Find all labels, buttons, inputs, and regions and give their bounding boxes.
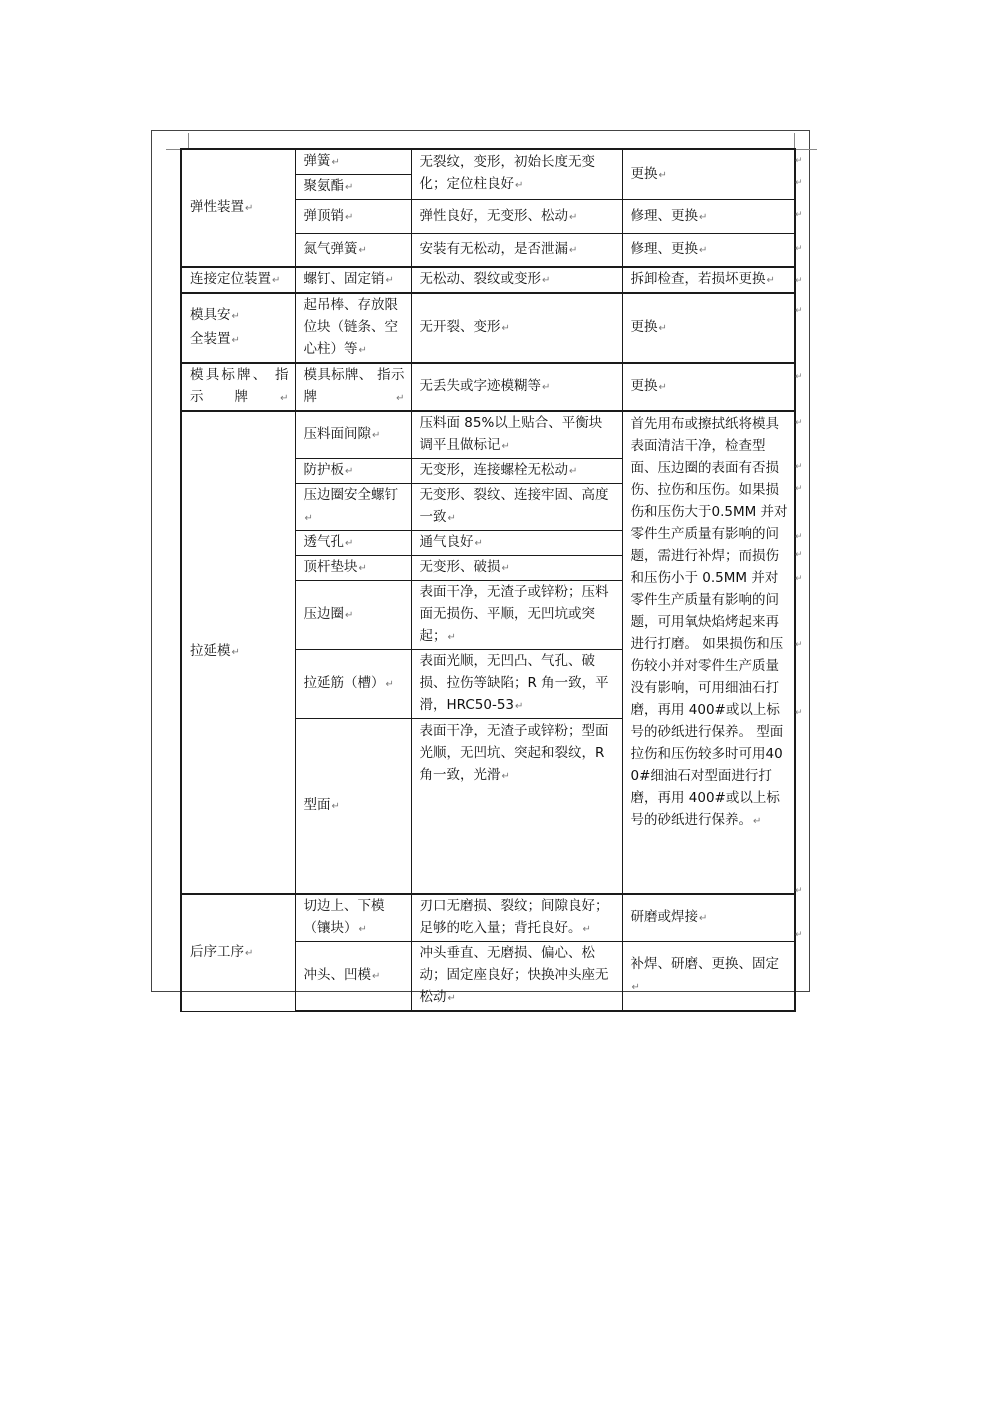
content-cell: 无开裂、变形↵ xyxy=(411,293,622,363)
content-cell: 表面干净，无渣子或锌粉；型面光顺，无凹坑、突起和裂纹，R 角一致，光滑↵ xyxy=(411,718,622,894)
content-cell: 冲头垂直、无磨损、偏心、松动；固定座良好；快换冲头座无松动↵ xyxy=(411,942,622,1012)
part-cell: 型面↵ xyxy=(295,718,411,894)
category-cell: 模具安↵ 全装置↵ xyxy=(181,293,295,363)
table-row xyxy=(181,293,795,363)
row-end-mark: ↵ xyxy=(795,462,803,472)
part-cell: 切边上、下模（镶块）↵ xyxy=(295,894,411,942)
method-cell: 修理、更换↵ xyxy=(622,234,795,267)
row-end-mark: ↵ xyxy=(795,640,803,650)
row-end-mark: ↵ xyxy=(795,306,803,316)
content-cell: 通气良好↵ xyxy=(411,530,622,555)
content-cell: 弹性良好，无变形、松动↵ xyxy=(411,200,622,234)
row-end-mark: ↵ xyxy=(795,930,803,940)
row-end-mark: ↵ xyxy=(795,708,803,718)
method-cell: 修理、更换↵ xyxy=(622,200,795,234)
row-end-mark: ↵ xyxy=(795,244,803,254)
table-row xyxy=(181,363,795,411)
category-cell: 拉延模↵ xyxy=(181,411,295,895)
table-row xyxy=(181,149,795,175)
method-cell: 更换↵ xyxy=(622,149,795,200)
row-end-mark: ↵ xyxy=(795,484,803,494)
part-cell: 氮气弹簧↵ xyxy=(295,234,411,267)
row-end-mark: ↵ xyxy=(795,178,803,188)
content-cell: 表面光顺，无凹凸、气孔、破损、拉伤等缺陷；R 角一致，平滑，HRC50-53↵ xyxy=(411,649,622,718)
row-end-mark: ↵ xyxy=(795,418,803,428)
row-end-mark: ↵ xyxy=(795,372,803,382)
content-cell: 刃口无磨损、裂纹；间隙良好；足够的吃入量；背托良好。↵ xyxy=(411,894,622,942)
part-cell: 防护板↵ xyxy=(295,458,411,483)
method-cell: 更换↵ xyxy=(622,293,795,363)
row-end-mark: ↵ xyxy=(795,156,803,166)
row-end-mark: ↵ xyxy=(795,886,803,896)
part-cell: 弹顶销↵ xyxy=(295,200,411,234)
content-cell: 无变形、裂纹、连接牢固、高度一致↵ xyxy=(411,483,622,530)
category-cell: 模具标牌、 指示牌↵ xyxy=(181,363,295,411)
part-cell: 拉延筋（槽）↵ xyxy=(295,649,411,718)
row-end-mark: ↵ xyxy=(795,210,803,220)
category-cell: 后序工序↵ xyxy=(181,894,295,1011)
part-cell: 聚氨酯↵ xyxy=(295,175,411,200)
content-cell: 表面干净，无渣子或锌粉；压料面无损伤、平顺，无凹坑或突起；↵ xyxy=(411,580,622,649)
table-row xyxy=(181,267,795,293)
part-cell: 模具标牌、 指示牌↵ xyxy=(295,363,411,411)
method-cell: 更换↵ xyxy=(622,363,795,411)
crop-mark-top-right xyxy=(794,133,817,150)
row-end-mark: ↵ xyxy=(795,550,803,560)
content-cell: 无变形，连接螺栓无松动↵ xyxy=(411,458,622,483)
content-cell: 压料面 85%以上贴合、平衡块调平且做标记↵ xyxy=(411,411,622,459)
content-cell: 无丢失或字迹模糊等↵ xyxy=(411,363,622,411)
row-end-mark: ↵ xyxy=(795,532,803,542)
part-cell: 压边圈↵ xyxy=(295,580,411,649)
content-cell: 无变形、破损↵ xyxy=(411,555,622,580)
part-cell: 压边圈安全螺钉↵ xyxy=(295,483,411,530)
content-cell: 无松动、裂纹或变形↵ xyxy=(411,267,622,293)
row-end-mark: ↵ xyxy=(795,574,803,584)
method-cell: 拆卸检查，若损坏更换↵ xyxy=(622,267,795,293)
table-row xyxy=(181,894,795,942)
part-cell: 透气孔↵ xyxy=(295,530,411,555)
method-cell: 研磨或焊接↵ xyxy=(622,894,795,942)
category-cell: 弹性装置↵ xyxy=(181,149,295,267)
row-end-mark: ↵ xyxy=(795,276,803,286)
part-cell: 冲头、凹模↵ xyxy=(295,942,411,1012)
method-cell: 首先用布或擦拭纸将模具表面清洁干净，检查型面、压边圈的表面有否损伤、拉伤和压伤。如果损伤和压伤大于0.5MM 并对零件生产质量有影响的问题，需进行补焊；而损伤和压伤小于 0.5MM 并对零件生产质量有影响的问题，可用氧炔焰烤起来再进行打磨。 如果损伤和压伤较小并对零件生产质量没有影响，可用细油石打磨，再用 400#或以上标号的砂纸进行保养。 型面拉伤和压伤较多时可用400#细油石对型面进行打磨，再用 400#或以上标号的砂纸进行保养。↵ xyxy=(622,411,795,895)
part-cell: 起吊棒、存放限位块（链条、空心柱）等↵ xyxy=(295,293,411,363)
part-cell: 压料面间隙↵ xyxy=(295,411,411,459)
category-cell: 连接定位装置↵ xyxy=(181,267,295,293)
content-cell: 无裂纹，变形，初始长度无变化；定位柱良好↵ xyxy=(411,149,622,200)
part-cell: 螺钉、固定销↵ xyxy=(295,267,411,293)
table-row xyxy=(181,411,795,459)
part-cell: 顶杆垫块↵ xyxy=(295,555,411,580)
content-cell: 安装有无松动，是否泄漏↵ xyxy=(411,234,622,267)
method-cell: 补焊、研磨、更换、固定↵ xyxy=(622,942,795,1012)
part-cell: 弹簧↵ xyxy=(295,149,411,175)
maintenance-table xyxy=(180,148,796,1012)
